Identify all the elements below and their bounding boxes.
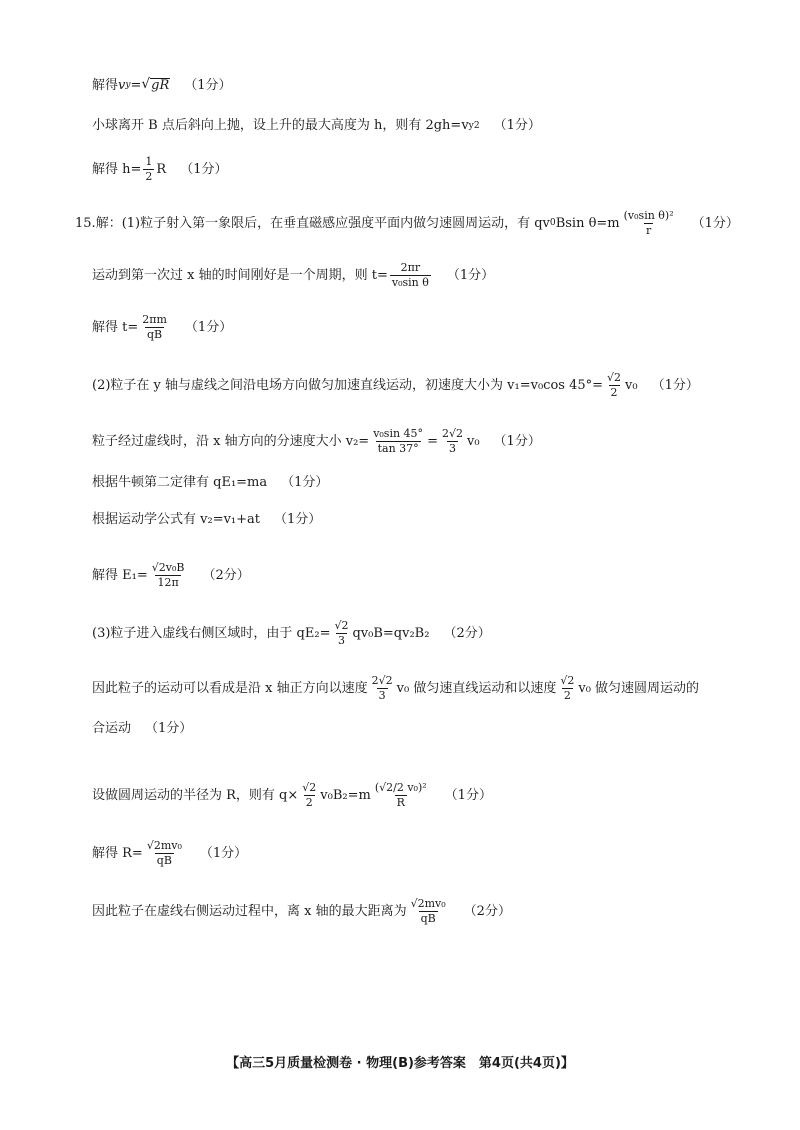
answer-line-t-result: 解得 t= $\frac{2\pi m}{qB}$ （1分） [92,313,233,341]
score-label: （2分） [463,903,511,919]
score-label: （1分） [444,787,492,803]
fraction: $\frac{2\pi r}{\text{v₀sin θ}}$ [391,261,429,289]
fraction: $\frac{\text{(v₀sin θ)²}}{r}$ [623,209,674,237]
score-label: （1分） [493,433,541,449]
answer-line-combined-motion: 合运动 （1分） [92,721,193,736]
score-label: （1分） [281,475,329,490]
answer-line-v2: 粒子经过虚线时，沿 x 轴方向的分速度大小 v₂= $\frac{\text{v₀sin 45°}}{\tan 37^\circ}$ = $\frac{2√2}{3}$ v₀ （1分） [92,427,541,455]
fraction: $\frac{1}{2}$ [145,155,153,183]
fraction: $\frac{\text{√2mv₀}}{qB}$ [410,897,446,925]
answer-line-e1-result: 解得 E₁= $\frac{\text{√2v₀B}}{12\pi}$ （2分） [92,561,250,589]
score-label: （1分） [651,377,699,393]
score-label: （2分） [202,567,250,583]
answer-line-kinematics: 根据运动学公式有 v₂=v₁+at （1分） [92,512,322,527]
score-label: （1分） [446,267,495,283]
fraction: $\frac{2√2}{3}$ [371,674,393,702]
answer-line-motion-decomposition: 因此粒子的运动可以看成是沿 x 轴正方向以速度 $\frac{2√2}{3}$ v₀ 做匀速直线运动和以速度 $\frac{√2}{2}$ v₀ 做匀速圆周运动的 [92,674,700,702]
answer-line-newton: 根据牛顿第二定律有 qE₁=ma （1分） [92,475,329,490]
score-label: （1分） [184,319,233,335]
question-number: 15. [75,215,96,231]
fraction: $\frac{√2}{2}$ [560,674,575,702]
fraction: $\frac{\text{(√2/2 v₀)²}}{R}$ [374,781,427,809]
answer-line-vy: 解得 v y = √ gR （1分） [92,76,232,93]
fraction: $\frac{\text{v₀sin 45°}}{\tan 37^\circ}$ [373,427,424,455]
fraction: $\frac{\text{√2mv₀}}{qB}$ [146,839,182,867]
page-footer: 【高三5月质量检测卷 · 物理(B)参考答案 第4页(共4页)】 [226,1056,574,1071]
answer-line-height: 小球离开 B 点后斜向上抛，设上升的最大高度为 h，则有 2gh=v y 2 （1分） [92,118,541,133]
fraction: $\frac{√2}{2}$ [302,781,317,809]
score-label: （1分） [493,118,541,133]
fraction: $\frac{\text{√2v₀B}}{12\pi}$ [151,561,185,589]
score-label: （1分） [691,215,739,231]
fraction: $\frac{2\pi m}{qB}$ [142,313,167,341]
answer-line-max-distance: 因此粒子在虚线右侧运动过程中，离 x 轴的最大距离为 $\frac{\text{√2mv₀}}{qB}$ （2分） [92,897,511,925]
answer-line-r-result: 解得 R= $\frac{\text{√2mv₀}}{qB}$ （1分） [92,839,248,867]
score-label: （1分） [184,77,232,93]
score-label: （1分） [199,845,248,861]
answer-line-v1: (2)粒子在 y 轴与虚线之间沿电场方向做匀加速直线运动，初速度大小为 v₁=v₀cos 45°= $\frac{√2}{2}$ v₀ （1分） [92,371,699,399]
score-label: （1分） [180,161,228,177]
score-label: （1分） [145,721,193,736]
question-15-header: 15. 解：(1)粒子射入第一象限后，在垂直磁感应强度平面内做匀速圆周运动，有 qv 0 Bsin θ=m $\frac{\text{(v₀sin θ)²}}{r}$ （1分） [75,209,739,237]
fraction: $\frac{2√2}{3}$ [441,427,463,455]
answer-line-part3: (3)粒子进入虚线右侧区域时，由于 qE₂= $\frac{√2}{3}$ qv₀B=qv₂B₂ （2分） [92,619,491,647]
answer-line-period: 运动到第一次过 x 轴的时间刚好是一个周期，则 t= $\frac{2\pi r}{\text{v₀sin θ}}$ （1分） [92,261,495,289]
score-label: （2分） [443,625,491,641]
answer-line-radius: 设做圆周运动的半径为 R，则有 q× $\frac{√2}{2}$ v₀B₂=m $\frac{\text{(√2/2 v₀)²}}{R}$ （1分） [92,781,492,809]
fraction: $\frac{√2}{2}$ [607,371,622,399]
sqrt-expression: √ gR [141,76,170,93]
answer-line-h-result: 解得 h= $\frac{1}{2}$ R （1分） [92,155,228,183]
score-label: （1分） [274,512,322,527]
fraction: $\frac{√2}{3}$ [334,619,349,647]
